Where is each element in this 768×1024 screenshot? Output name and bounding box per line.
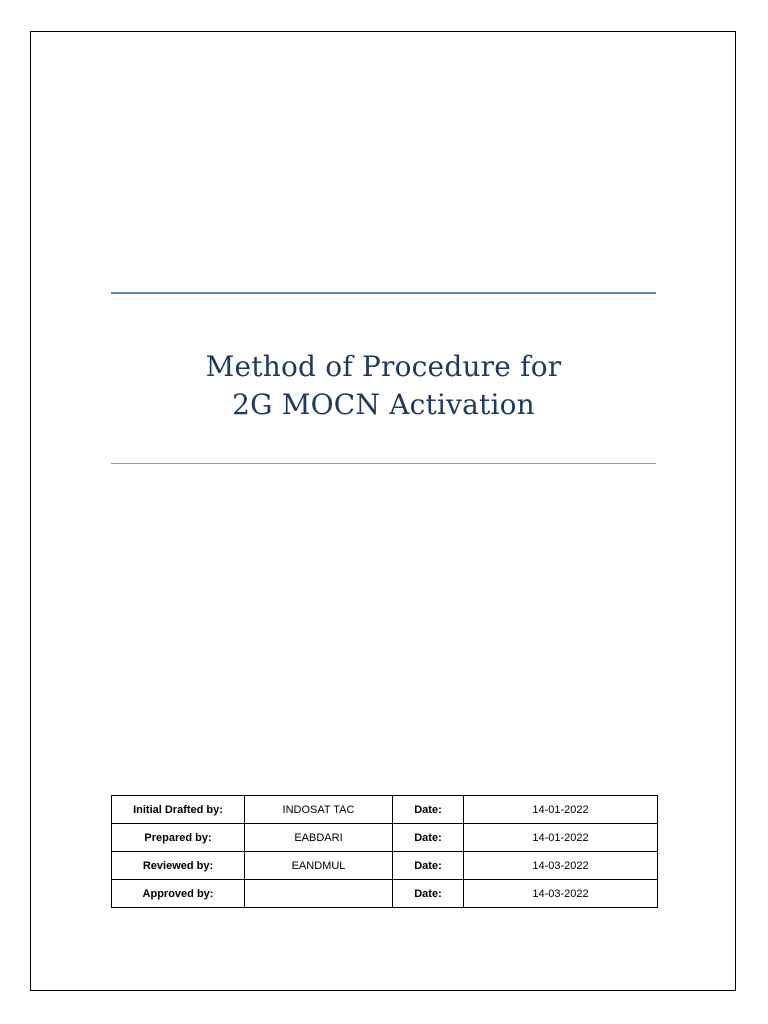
- date-cell: 14-03-2022: [464, 852, 658, 880]
- role-cell: Approved by:: [112, 880, 245, 908]
- table-row: [112, 796, 658, 824]
- date-label-cell: Date:: [393, 796, 464, 824]
- role-cell: Initial Drafted by:: [112, 796, 245, 824]
- table-row: [112, 880, 658, 908]
- title-line-1: Method of Procedure for: [205, 350, 562, 383]
- date-cell: 14-01-2022: [464, 824, 658, 852]
- signoff-table: [111, 795, 658, 908]
- name-cell: EABDARI: [245, 824, 393, 852]
- name-cell: INDOSAT TAC: [245, 796, 393, 824]
- title-top-rule: [111, 292, 656, 294]
- date-label-cell: Date:: [393, 852, 464, 880]
- role-cell: Reviewed by:: [112, 852, 245, 880]
- date-label-cell: Date:: [393, 880, 464, 908]
- name-cell: EANDMUL: [245, 852, 393, 880]
- date-cell: 14-03-2022: [464, 880, 658, 908]
- table-row: [112, 852, 658, 880]
- date-label-cell: Date:: [393, 824, 464, 852]
- title-line-2: 2G MOCN Activation: [232, 388, 535, 421]
- table-row: [112, 824, 658, 852]
- name-cell: [245, 880, 393, 908]
- title-bottom-rule: [111, 463, 656, 464]
- role-cell: Prepared by:: [112, 824, 245, 852]
- date-cell: 14-01-2022: [464, 796, 658, 824]
- document-title: [111, 348, 656, 424]
